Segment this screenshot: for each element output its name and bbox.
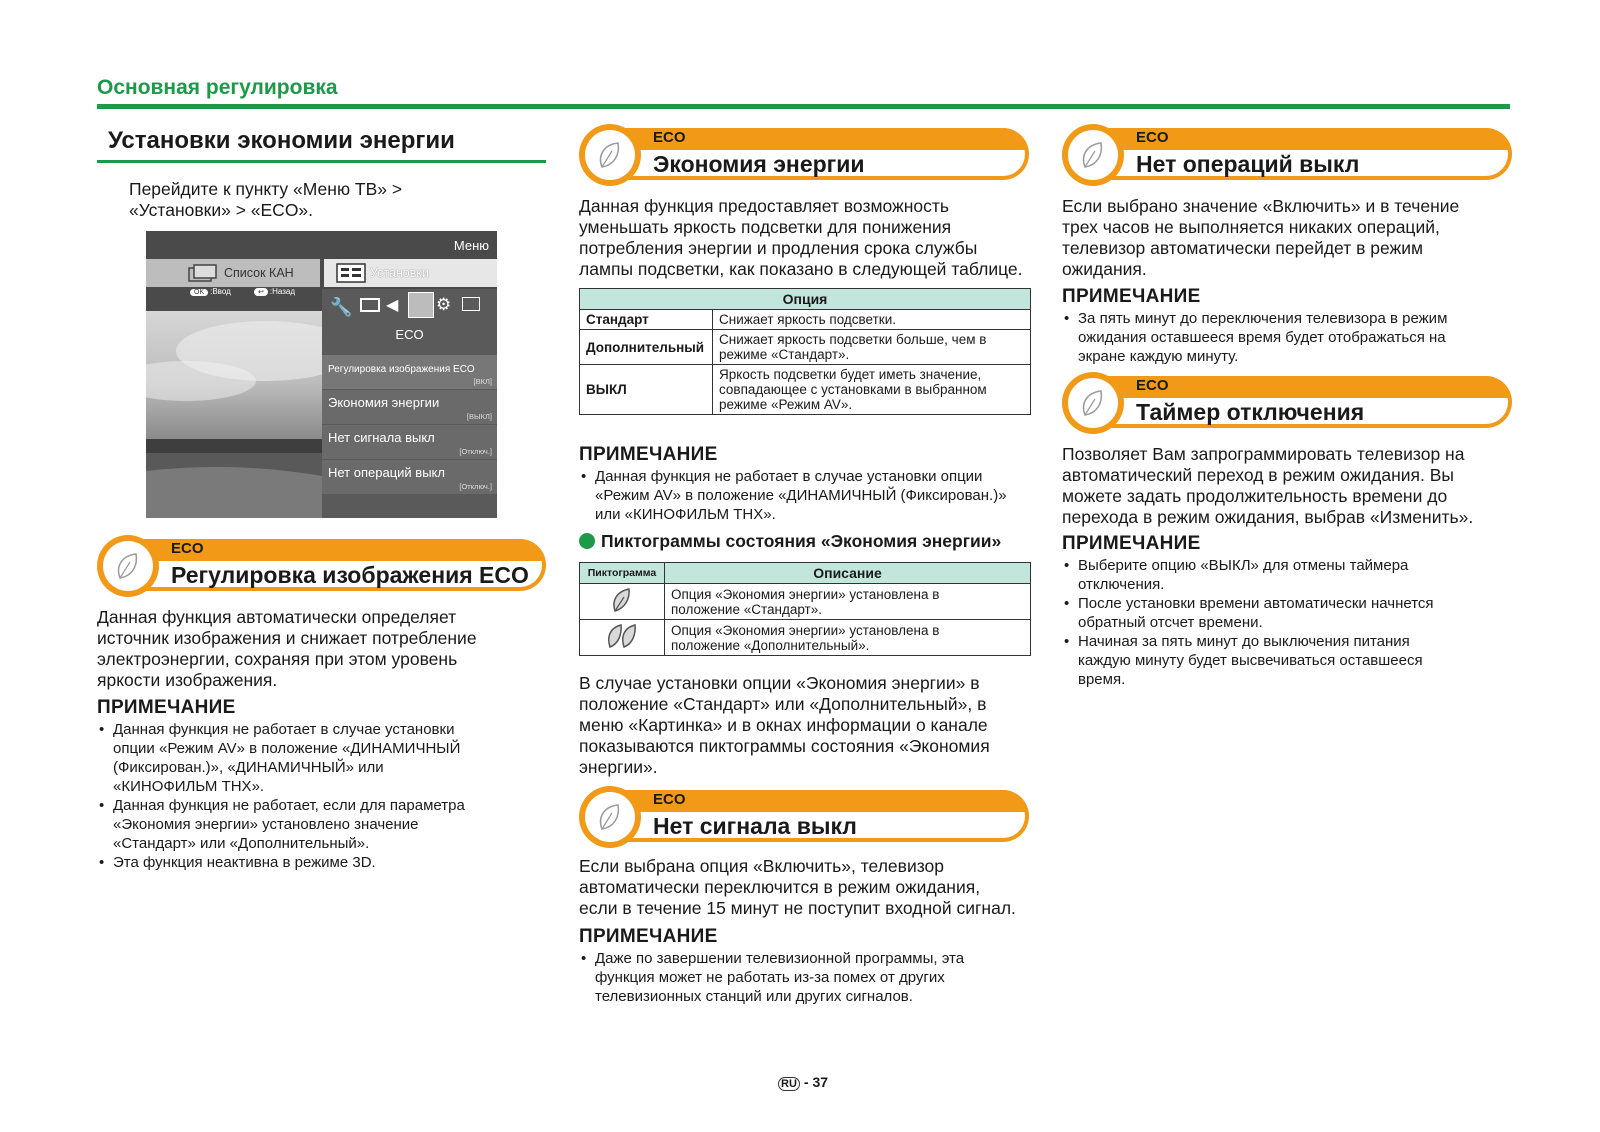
sleep-timer-text: Позволяет Вам запрограммировать телевизор на автоматический переход в режим ожидания. Вы можете задать продолжительность времени до перехода в режим ожидания, выбрав «Изменить». <box>1062 444 1474 527</box>
tv-menu-item: Нет операций выкл [Отключ.] <box>322 460 497 494</box>
leaf-icon <box>1075 385 1111 421</box>
language-badge: RU <box>778 1077 800 1091</box>
note-list <box>97 720 562 872</box>
note-list <box>579 467 1047 524</box>
eco-picture-header <box>97 535 546 597</box>
tv-menu-panel <box>322 289 497 518</box>
tv-menu-tabs <box>146 259 497 289</box>
tv-preview-image <box>146 311 322 518</box>
eco-tag: ECO <box>1136 129 1169 146</box>
no-signal-title: Нет сигнала выкл <box>653 813 857 839</box>
note-list <box>1062 556 1528 689</box>
tv-menu-item: Экономия энергии [ВЫКЛ] <box>322 390 497 424</box>
energy-saving-after-text: В случае установки опции «Экономия энергии» в положение «Стандарт» или «Дополнительный», в меню «Картинка» и в окнах информации о канале показываются пиктограммы состояния «Экономия энергии». <box>579 673 990 777</box>
gear-icon: ⚙ <box>436 295 452 314</box>
table-row: Опция «Экономия энергии» установлена в положение «Дополнительный». <box>580 620 1031 656</box>
tv-tab-channel-list: Список КАН <box>146 259 320 287</box>
audio-icon: ◀ <box>386 297 399 314</box>
sleep-timer-header <box>1062 372 1512 434</box>
eco-tag: ECO <box>1136 377 1169 394</box>
no-signal-text: Если выбрана опция «Включить», телевизор автоматически переключится в режим ожидания, если в течение 15 минут не поступит входной сигнал. <box>579 856 1016 918</box>
eco-picture-title: Регулировка изображения ECO <box>171 562 529 588</box>
intro-text: Перейдите к пункту «Меню ТВ» > «Установки» > «ECO». <box>129 179 403 220</box>
note-item: • Начиная за пять минут до выключения питания каждую минуту будет высвечиваться оставшееся время. <box>1078 632 1528 689</box>
picture-icon <box>360 298 380 312</box>
note-heading: ПРИМЕЧАНИЕ <box>579 926 718 947</box>
note-item: • Эта функция неактивна в режиме 3D. <box>113 853 562 872</box>
tv-menu-title: Меню <box>453 238 489 253</box>
table-row: Стандарт Снижает яркость подсветки. <box>580 310 1031 330</box>
eco-picture-text: Данная функция автоматически определяет источник изображения и снижает потребление электроэнергии, сохраняя при этом уровень яркости изображения. <box>97 607 477 690</box>
note-heading: ПРИМЕЧАНИЕ <box>1062 286 1201 307</box>
energy-saving-title: Экономия энергии <box>653 151 865 177</box>
tv-tab-settings: Установки <box>324 259 497 287</box>
note-heading: ПРИМЕЧАНИЕ <box>1062 533 1201 554</box>
note-item: • Выберите опцию «ВЫКЛ» для отмены таймера отключения. <box>1078 556 1528 594</box>
page-number: RU - 37 <box>778 1074 828 1091</box>
leaf-advanced-icon <box>605 622 639 650</box>
leaf-icon <box>110 548 146 584</box>
tv-back-hint: ↩ :Назад <box>254 287 295 296</box>
icons-subheading: Пиктограммы состояния «Экономия энергии» <box>579 531 1031 552</box>
section-title: Основная регулировка <box>97 76 338 99</box>
table-row: Опция «Экономия энергии» установлена в положение «Стандарт». <box>580 584 1031 620</box>
table-row: Дополнительный Снижает яркость подсветки больше, чем в режиме «Стандарт». <box>580 330 1031 365</box>
tv-category-label: ECO <box>395 327 424 342</box>
status-icons-table: Пиктограмма Описание Опция «Экономия энергии» установлена в положение «Стандарт». Опция «Экономия энергии» установлена в положение «Дополнительный». <box>579 562 1031 656</box>
page-title-rule <box>97 160 546 163</box>
leaf-icon <box>1075 137 1111 173</box>
note-list <box>1062 309 1528 366</box>
sleep-timer-title: Таймер отключения <box>1136 399 1365 425</box>
wrench-icon: 🔧 <box>330 297 353 317</box>
tv-menu-screenshot <box>146 231 497 518</box>
note-item: • Даже по завершении телевизионной программы, эта функция может не работать из-за помех от других телевизионных станций или других сигналов. <box>595 949 1047 1006</box>
table-header: Опция <box>580 289 1031 310</box>
tv-menu-item: Регулировка изображения ECO [ВКЛ] <box>322 355 497 389</box>
no-operation-text: Если выбрано значение «Включить» и в течение трех часов не выполняется никаких операций, телевизор автоматически перейдет в режим ожидания. <box>1062 196 1460 279</box>
no-operation-header <box>1062 124 1512 186</box>
note-item: • Данная функция не работает в случае установки опции «Режим AV» в положение «ДИНАМИЧНЫЙ (Фиксирован.)» или «КИНОФИЛЬМ THX». <box>595 467 1047 524</box>
note-heading: ПРИМЕЧАНИЕ <box>579 444 718 465</box>
note-list <box>579 949 1047 1006</box>
note-item: • Данная функция не работает в случае установки опции «Режим AV» в положение «ДИНАМИЧНЫЙ (Фиксирован.)», «ДИНАМИЧНЫЙ» или «КИНОФИЛЬМ THX». <box>113 720 562 796</box>
eco-selected-icon <box>408 292 434 318</box>
note-item: • Данная функция не работает, если для параметра «Экономия энергии» установлено значение «Стандарт» или «Дополнительный». <box>113 796 562 853</box>
energy-options-table <box>579 288 1031 415</box>
leaf-icon <box>592 799 628 835</box>
green-bullet-icon <box>579 533 595 549</box>
eco-tag: ECO <box>171 540 204 557</box>
no-operation-title: Нет операций выкл <box>1136 151 1360 177</box>
settings-tab-icon <box>336 263 366 283</box>
eco-tag: ECO <box>653 129 686 146</box>
note-item: • За пять минут до переключения телевизора в режим ожидания оставшееся время будет отображаться на экране каждую минуту. <box>1078 309 1528 366</box>
energy-saving-text: Данная функция предоставляет возможность уменьшать яркость подсветки для понижения потребления энергии и продления срока службы лампы подсветки, как показано в следующей таблице. <box>579 196 1023 279</box>
channel-list-icon <box>188 264 218 282</box>
tv-category-icons <box>330 295 490 321</box>
table-row: ВЫКЛ Яркость подсветки будет иметь значение, совпадающее с установками в выбранном режиме «Режим AV». <box>580 365 1031 415</box>
note-heading: ПРИМЕЧАНИЕ <box>97 697 236 718</box>
header-rule <box>97 104 1510 109</box>
energy-saving-header <box>579 124 1029 186</box>
leaf-standard-icon <box>607 586 637 614</box>
tv-ok-hint: OK :Ввод <box>190 287 231 296</box>
leaf-icon <box>592 137 628 173</box>
mail-icon <box>462 297 480 311</box>
no-signal-header <box>579 786 1029 848</box>
note-item: • После установки времени автоматически начнется обратный отсчет времени. <box>1078 594 1528 632</box>
eco-tag: ECO <box>653 791 686 808</box>
tv-menu-item: Нет сигнала выкл [Отключ.] <box>322 425 497 459</box>
page-title: Установки экономии энергии <box>108 127 455 154</box>
